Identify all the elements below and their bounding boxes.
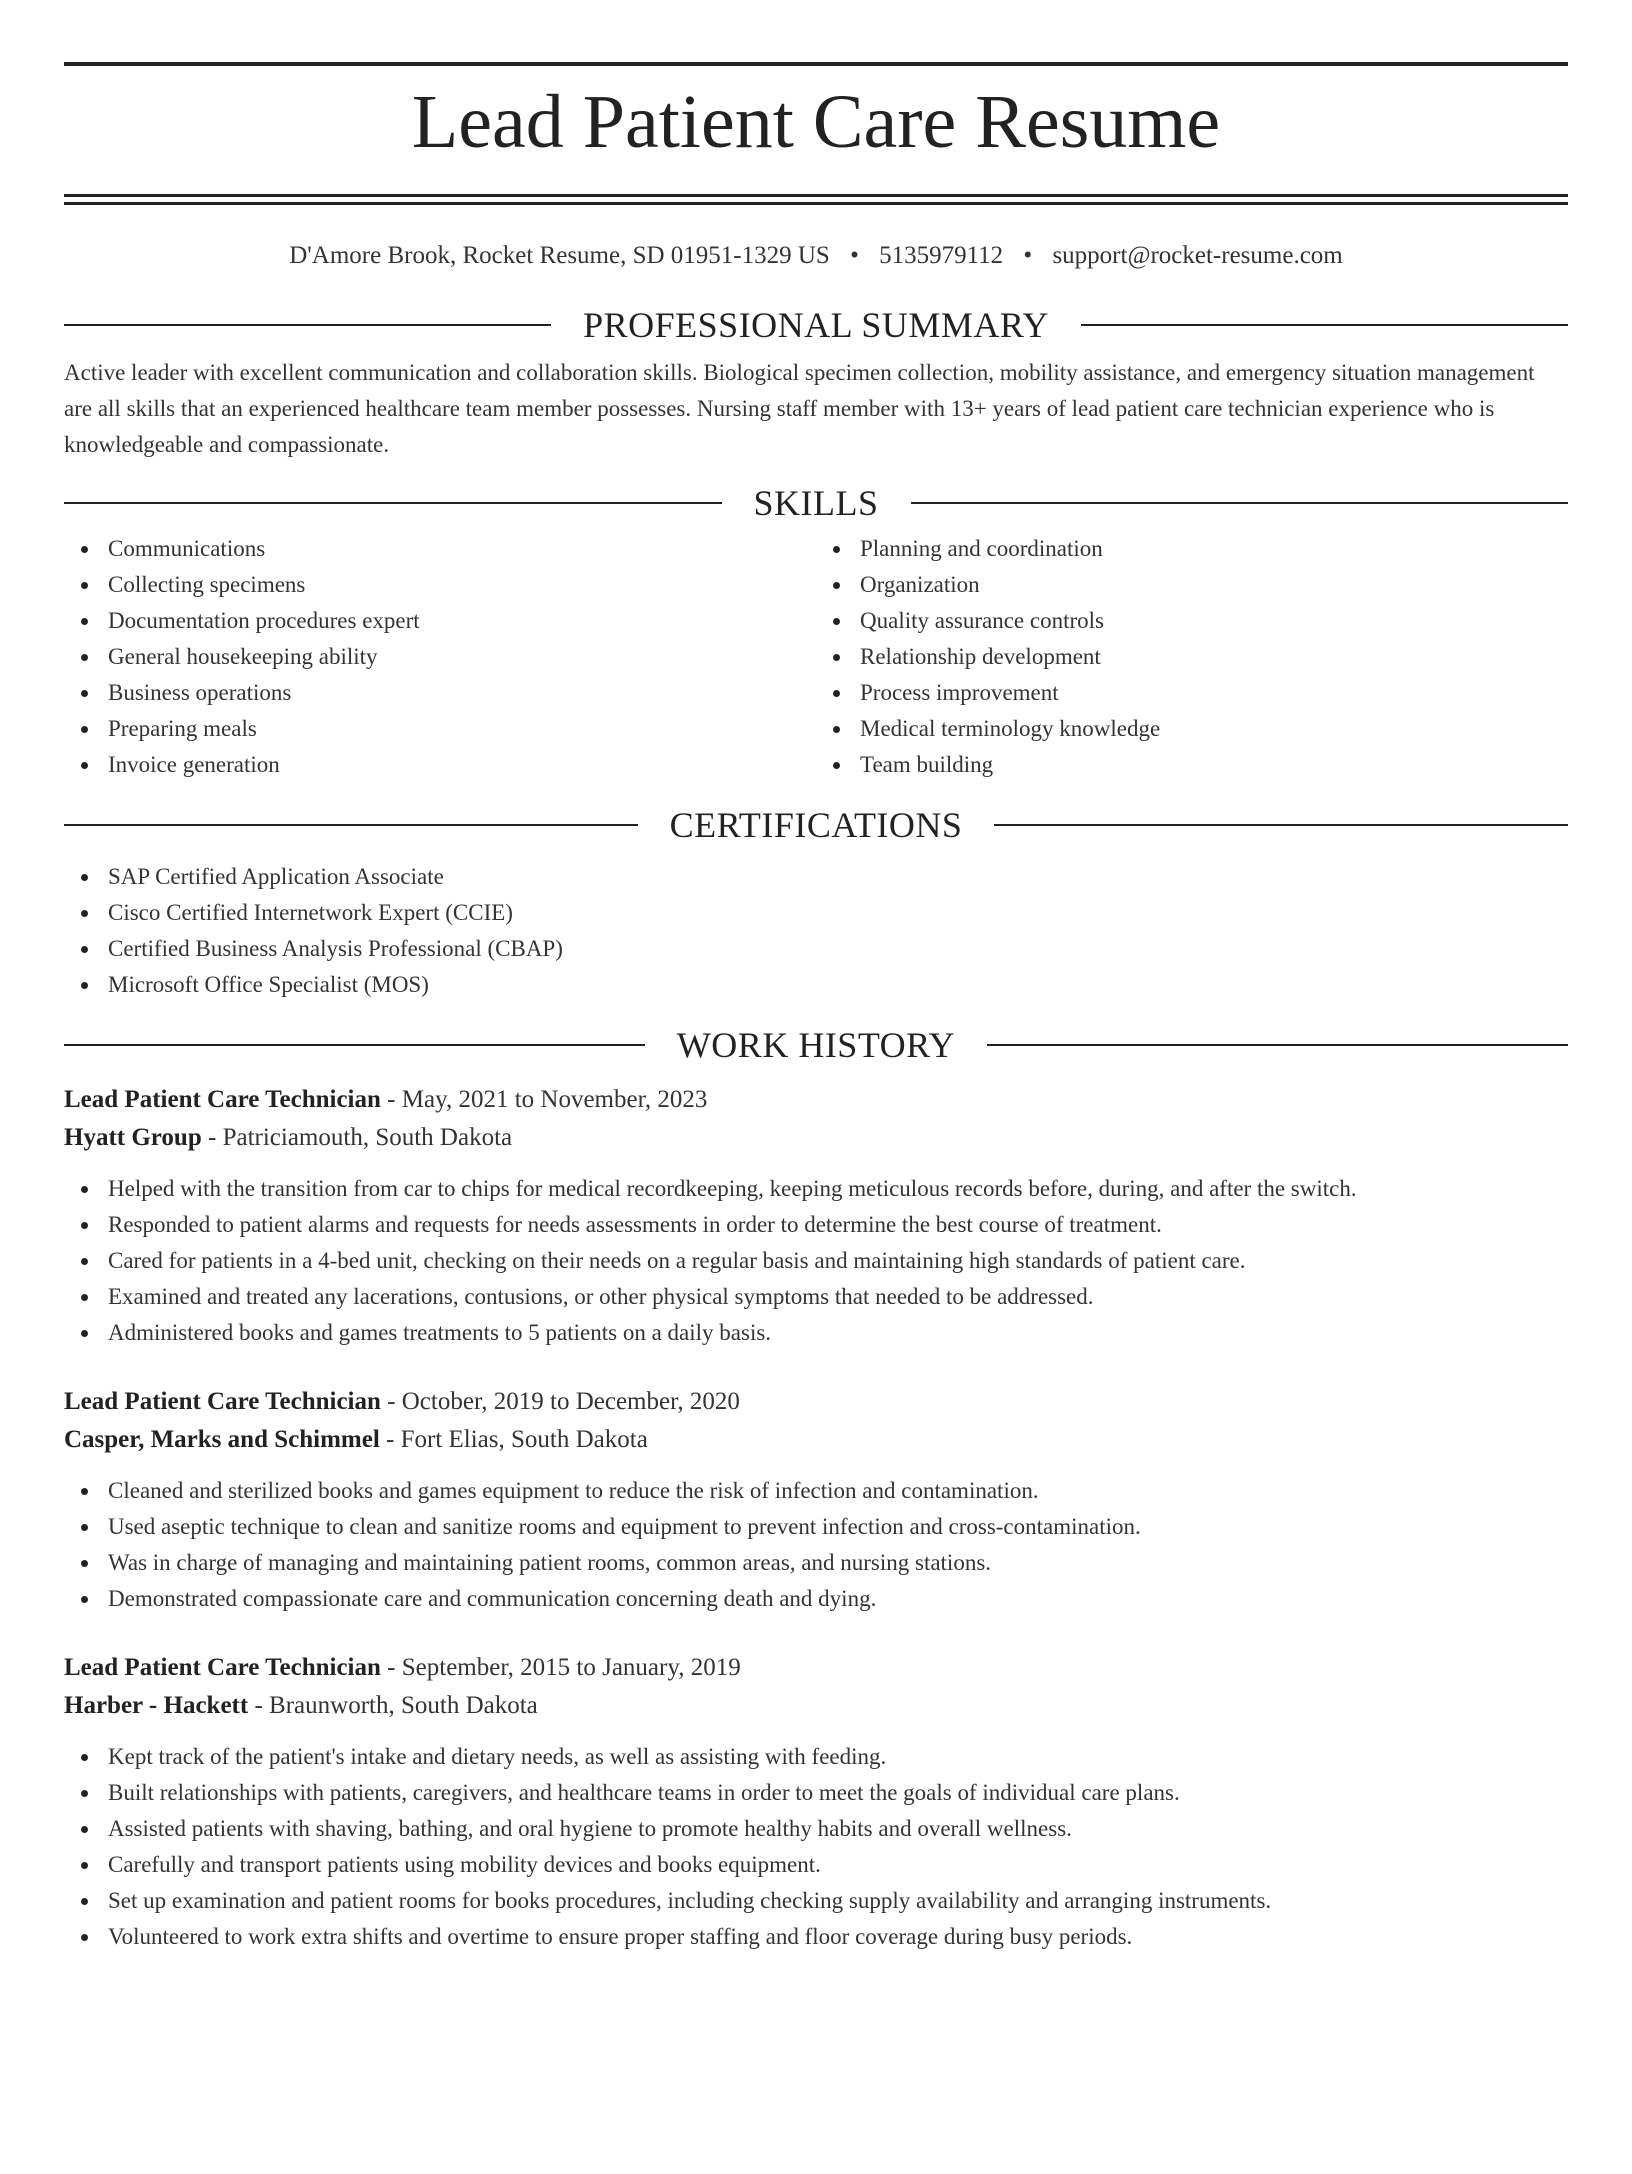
- work-history-heading: WORK HISTORY: [676, 1025, 956, 1065]
- skill-item: General housekeeping ability: [64, 639, 816, 675]
- job-duty-item: Used aseptic technique to clean and sanitize rooms and equipment to prevent infection and cross-contamination.: [64, 1509, 1568, 1545]
- skills-column-left: [64, 531, 816, 783]
- skill-item: Team building: [816, 747, 1568, 783]
- job-duty-item: Cleaned and sterilized books and games equipment to reduce the risk of infection and contamination.: [64, 1473, 1568, 1509]
- job-dates: - May, 2021 to November, 2023: [380, 1086, 708, 1113]
- job-company: Harber - Hackett: [64, 1692, 249, 1719]
- job-duty-item: Demonstrated compassionate care and communication concerning death and dying.: [64, 1581, 1568, 1617]
- job-entry: [64, 1081, 1568, 1351]
- section-rule: [987, 1044, 1568, 1046]
- contact-email: support@rocket-resume.com: [1052, 242, 1343, 269]
- title-double-rule: [64, 194, 1568, 205]
- skills-grid: [64, 531, 1568, 783]
- skills-list-left: [64, 531, 816, 783]
- skill-item: Business operations: [64, 675, 816, 711]
- job-duty-item: Set up examination and patient rooms for books procedures, including checking supply availability and arranging instruments.: [64, 1883, 1568, 1919]
- job-duty-item: Was in charge of managing and maintaining patient rooms, common areas, and nursing stations.: [64, 1545, 1568, 1581]
- section-rule: [64, 324, 551, 326]
- job-dates: - October, 2019 to December, 2020: [380, 1388, 740, 1415]
- skill-item: Process improvement: [816, 675, 1568, 711]
- certifications-list: [64, 859, 1568, 1003]
- skill-item: Preparing meals: [64, 711, 816, 747]
- skill-item: Organization: [816, 567, 1568, 603]
- skill-item: Quality assurance controls: [816, 603, 1568, 639]
- job-duty-item: Examined and treated any lacerations, contusions, or other physical symptoms that needed to be addressed.: [64, 1279, 1568, 1315]
- section-rule: [64, 1044, 645, 1046]
- skills-heading: SKILLS: [753, 483, 879, 523]
- job-title-line: [64, 1383, 1568, 1421]
- job-duty-item: Kept track of the patient's intake and dietary needs, as well as assisting with feeding.: [64, 1739, 1568, 1775]
- summary-text: Active leader with excellent communication and collaboration skills. Biological specimen collection, mobility assistance, and emergency situation management are all skills that an experienced healthcare team member possesses. Nursing staff member with 13+ years of lead patient care technician experience who is knowledgeable and compassionate.: [64, 360, 1535, 457]
- skill-item: Documentation procedures expert: [64, 603, 816, 639]
- job-duty-item: Administered books and games treatments to 5 patients on a daily basis.: [64, 1315, 1568, 1351]
- job-duty-item: Volunteered to work extra shifts and overtime to ensure proper staffing and floor coverage during busy periods.: [64, 1919, 1568, 1955]
- certification-item: Microsoft Office Specialist (MOS): [64, 967, 1568, 1003]
- job-title: Lead Patient Care Technician: [64, 1086, 381, 1113]
- job-duty-item: Helped with the transition from car to chips for medical recordkeeping, keeping meticulous records before, during, and after the switch.: [64, 1171, 1568, 1207]
- skill-item: Relationship development: [816, 639, 1568, 675]
- job-company-line: [64, 1421, 1568, 1459]
- job-location: - Patriciamouth, South Dakota: [201, 1124, 513, 1151]
- job-duty-item: Carefully and transport patients using mobility devices and books equipment.: [64, 1847, 1568, 1883]
- job-company-line: [64, 1119, 1568, 1157]
- skill-item: Communications: [64, 531, 816, 567]
- section-rule: [911, 502, 1569, 504]
- skills-list-right: [816, 531, 1568, 783]
- contact-phone: 5135979112: [879, 242, 1004, 269]
- skills-section-header: [64, 481, 1568, 525]
- certifications-section-header: [64, 803, 1568, 847]
- job-company: Hyatt Group: [64, 1124, 202, 1151]
- skill-item: Planning and coordination: [816, 531, 1568, 567]
- certification-item: SAP Certified Application Associate: [64, 859, 1568, 895]
- contact-address: D'Amore Brook, Rocket Resume, SD 01951-1329 US: [289, 242, 830, 269]
- skill-item: Collecting specimens: [64, 567, 816, 603]
- contact-separator: •: [1023, 242, 1033, 269]
- job-duty-item: Cared for patients in a 4-bed unit, checking on their needs on a regular basis and maintaining high standards of patient care.: [64, 1243, 1568, 1279]
- section-rule: [64, 824, 638, 826]
- job-title-line: [64, 1649, 1568, 1687]
- job-entry: [64, 1649, 1568, 1955]
- certification-item: Cisco Certified Internetwork Expert (CCIE): [64, 895, 1568, 931]
- job-title-line: [64, 1081, 1568, 1119]
- job-dates: - September, 2015 to January, 2019: [380, 1654, 741, 1681]
- section-rule: [994, 824, 1568, 826]
- job-duty-item: Responded to patient alarms and requests for needs assessments in order to determine the best course of treatment.: [64, 1207, 1568, 1243]
- summary-heading: PROFESSIONAL SUMMARY: [583, 305, 1049, 345]
- summary-section-header: [64, 303, 1568, 347]
- skill-item: Invoice generation: [64, 747, 816, 783]
- certifications-heading: CERTIFICATIONS: [669, 805, 963, 845]
- section-rule: [64, 502, 722, 504]
- certification-item: Certified Business Analysis Professional (CBAP): [64, 931, 1568, 967]
- job-duty-item: Built relationships with patients, caregivers, and healthcare teams in order to meet the goals of individual care plans.: [64, 1775, 1568, 1811]
- skills-column-right: [816, 531, 1568, 783]
- job-company: Casper, Marks and Schimmel: [64, 1426, 380, 1453]
- work-history-section-header: [64, 1023, 1568, 1067]
- job-location: - Braunworth, South Dakota: [248, 1692, 538, 1719]
- job-duties-list: [64, 1739, 1568, 1955]
- resume-title: Lead Patient Care Resume: [411, 80, 1221, 164]
- job-title: Lead Patient Care Technician: [64, 1654, 381, 1681]
- top-rule: [64, 62, 1568, 66]
- contact-separator: •: [850, 242, 859, 269]
- job-duty-item: Assisted patients with shaving, bathing, and oral hygiene to promote healthy habits and overall wellness.: [64, 1811, 1568, 1847]
- contact-line: [64, 241, 1568, 271]
- job-title: Lead Patient Care Technician: [64, 1388, 381, 1415]
- job-duties-list: [64, 1171, 1568, 1351]
- job-company-line: [64, 1687, 1568, 1725]
- resume-page: [0, 62, 1632, 2174]
- job-entry: [64, 1383, 1568, 1617]
- job-duties-list: [64, 1473, 1568, 1617]
- section-rule: [1081, 324, 1568, 326]
- job-location: - Fort Elias, South Dakota: [379, 1426, 648, 1453]
- skill-item: Medical terminology knowledge: [816, 711, 1568, 747]
